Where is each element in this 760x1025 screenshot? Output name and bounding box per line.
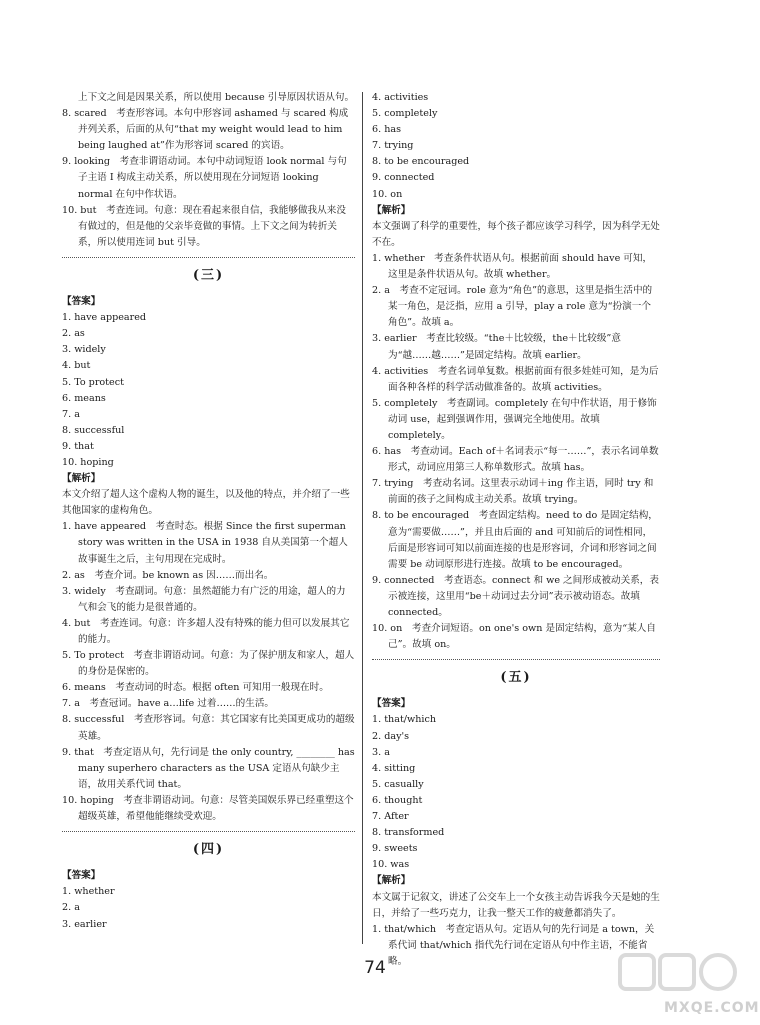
analysis-item xyxy=(62,519,355,567)
answer-list-section3 xyxy=(62,310,355,471)
analysis-continuation: 上下文之间是因果关系，所以使用 because 引导原因状语从句。 xyxy=(78,92,355,103)
answer-item: 7. trying xyxy=(372,140,414,152)
analysis-item-answer: 9. connected xyxy=(372,574,435,586)
section-divider xyxy=(62,257,355,258)
answer-item: 4. activities xyxy=(372,92,429,103)
analysis-item-text: 考查比较级。“the＋比较级，the＋比较级”意为“越……越……”是固定结构。故填 earlier。 xyxy=(388,333,621,361)
analysis-item-answer: 8. successful xyxy=(62,714,125,726)
analysis-item-text: 考查时态。根据 Since the first superman story was written in the USA in 1938 自从美国第一个超人故事诞生之后，主句用现在完成时。 xyxy=(78,521,348,565)
analysis-item xyxy=(372,251,660,283)
section-divider xyxy=(62,831,355,832)
answer-item: 7. After xyxy=(372,811,409,823)
analysis-intro: 本文强调了科学的重要性，每个孩子都应该学习科学，因为科学无处不在。 xyxy=(372,220,660,248)
analysis-item-answer: 8. scared xyxy=(62,108,107,120)
analysis-item-text: 考查条件状语从句。根据前面 should have 可知，这里是条件状语从句。故填 whether。 xyxy=(388,252,653,281)
analysis-item xyxy=(372,621,660,653)
analysis-item-answer: 6. means xyxy=(62,682,106,694)
answer-item: 6. thought xyxy=(372,794,423,806)
analysis-item-answer: 10. hoping xyxy=(62,794,114,806)
analysis-item-answer: 1. that/which xyxy=(372,923,437,935)
answer-item: 9. sweets xyxy=(372,843,418,855)
analysis-intro: 本文介绍了超人这个虚构人物的诞生，以及他的特点，并介绍了一些其他国家的虚构角色。 xyxy=(62,489,350,517)
analysis-item-answer: 1. whether xyxy=(372,252,425,264)
analysis-item-answer: 7. trying xyxy=(372,478,414,490)
analysis-item xyxy=(62,154,355,202)
analysis-item xyxy=(372,508,660,572)
analysis-item-text: 考查介词短语。on one's own 是固定结构，意为“某人自己”。故填 on。 xyxy=(388,623,656,651)
analysis-item xyxy=(62,584,355,616)
analysis-item-answer: 2. as xyxy=(62,569,85,581)
analysis-item xyxy=(62,616,355,648)
analysis-item-text: 考查动词的时态。根据 often 可知用一般现在时。 xyxy=(115,682,329,694)
answer-heading: 【答案】 xyxy=(62,870,101,882)
analysis-item xyxy=(62,568,355,584)
watermark-text: MXQE.COM xyxy=(664,1000,760,1016)
answer-list-section4 xyxy=(62,884,355,932)
answer-item: 4. sitting xyxy=(372,762,416,774)
analysis-item-text: 考查定语从句。定语从句的先行词是 a town，关系代词 that/which 指代先行词在定语从句中作主语，不能省略。 xyxy=(388,923,655,967)
analysis-item-answer: 9. that xyxy=(62,746,94,758)
analysis-item-answer: 10. but xyxy=(62,204,97,216)
answer-item: 9. connected xyxy=(372,172,435,184)
analysis-item xyxy=(62,745,355,793)
analysis-item-answer: 5. completely xyxy=(372,397,438,409)
analysis-item xyxy=(372,573,660,621)
analysis-item-answer: 6. has xyxy=(372,446,402,458)
answer-item: 7. a xyxy=(62,408,80,420)
answer-item: 6. has xyxy=(372,124,402,136)
analysis-item-text: 考查动词。Each of＋名词表示“每一……”，表示名词单数形式，动词应用第三人称单数形式。故填 has。 xyxy=(388,446,659,474)
page-number: 74 xyxy=(364,958,386,978)
answer-item: 4. but xyxy=(62,360,91,372)
analysis-list-section4 xyxy=(372,251,660,653)
analysis-item-answer: 2. a xyxy=(372,285,390,297)
answer-heading: 【答案】 xyxy=(62,296,101,308)
analysis-item-text: 考查副词。句意：虽然超能力有广泛的用途，超人的力气和会飞的能力是很普通的。 xyxy=(78,585,346,613)
analysis-item-answer: 3. earlier xyxy=(372,333,417,345)
answer-item: 10. on xyxy=(372,188,403,200)
analysis-item-answer: 10. on xyxy=(372,623,403,635)
analysis-item xyxy=(62,680,355,696)
analysis-item xyxy=(62,648,355,680)
analysis-item-text: 考查连词。句意：现在看起来很自信，我能够做我从来没有做过的，但是他的父亲毕竟做的事情。上下文之间为转折关系，所以使用连词 but 引导。 xyxy=(78,204,346,248)
answer-item: 6. means xyxy=(62,392,106,404)
analysis-item xyxy=(62,712,355,744)
answer-item: 3. a xyxy=(372,746,390,758)
analysis-item xyxy=(372,331,660,363)
analysis-item-text: 考查冠词。have a…life 过着……的生活。 xyxy=(89,698,275,710)
analysis-item-text: 考查形容词。本句中形容词 ashamed 与 scared 构成并列关系，后面的从句“that my weight would lead to him being laughed at”作为形容词 scared 的宾语。 xyxy=(78,108,349,152)
analysis-item-text: 考查固定结构。need to do 是固定结构，意为“需要做……”，并且由后面的 and 可知前后的词性相同，后面是形容词可知以前面连接的也是形容词，介词和形容词之间需要 be 动词原形进行连接。故填 to be encouraged。 xyxy=(388,510,658,570)
analysis-item-text: 考查形容词。句意：其它国家有比美国更成功的超级英雄。 xyxy=(78,714,355,742)
answer-item: 10. hoping xyxy=(62,456,114,468)
answer-item: 8. to be encouraged xyxy=(372,156,470,168)
section-title-3: (三) xyxy=(192,267,225,283)
answer-item: 5. casually xyxy=(372,778,424,790)
analysis-item-text: 考查定语从句，先行词是 the only country, ________ has many superhero characters as the USA 定语从句缺少主语，故用关系代词 that。 xyxy=(78,746,355,790)
analysis-item xyxy=(372,396,660,444)
analysis-item-text: 考查非谓语动词。句意：尽管美国娱乐界已经重塑这个超级英雄，希望他能继续受欢迎。 xyxy=(78,794,354,823)
answer-item: 8. transformed xyxy=(372,827,445,839)
analysis-item-answer: 7. a xyxy=(62,698,80,710)
analysis-item-answer: 4. but xyxy=(62,617,91,629)
analysis-item-answer: 1. have appeared xyxy=(62,521,147,533)
answer-item: 9. that xyxy=(62,440,94,452)
answer-item: 8. successful xyxy=(62,424,125,436)
analysis-item-text: 考查动名词。这里表示动词＋ing 作主语，同时 try 和前面的孩子之间构成主动关系。故填 trying。 xyxy=(388,478,654,506)
analysis-item xyxy=(62,203,355,251)
left-column xyxy=(62,90,355,933)
right-column xyxy=(372,90,660,970)
analysis-item-text: 考查名词单复数。根据前面有很多娃娃可知，是为后面各种各样的科学活动做准备的。故填 activities。 xyxy=(388,365,659,393)
analysis-item-answer: 8. to be encouraged xyxy=(372,510,470,522)
answer-item: 3. widely xyxy=(62,344,106,356)
analysis-heading: 【解析】 xyxy=(372,875,411,887)
answer-heading: 【答案】 xyxy=(372,698,411,710)
analysis-item xyxy=(372,364,660,396)
analysis-item-text: 考查副词。completely 在句中作状语，用于修饰动词 use，起到强调作用，强调完全地使用。故填 completely。 xyxy=(388,397,657,441)
section-title-5: (五) xyxy=(500,670,532,686)
analysis-item xyxy=(62,106,355,154)
answer-item: 10. was xyxy=(372,859,410,871)
analysis-item xyxy=(372,476,660,508)
column-divider xyxy=(362,92,363,944)
analysis-heading: 【解析】 xyxy=(62,473,101,485)
answer-item: 5. completely xyxy=(372,108,438,120)
analysis-item-text: 考查连词。句意：许多超人没有特殊的能力但可以发展其它的能力。 xyxy=(78,617,350,645)
analysis-item xyxy=(372,283,660,331)
answer-item: 2. as xyxy=(62,328,85,340)
answer-item: 1. have appeared xyxy=(62,312,147,324)
analysis-item-text: 考查不定冠词。role 意为“角色”的意思，这里是指生活中的某一角色，是泛指，应用 a 引导，play a role 意为“扮演一个角色”。故填 a。 xyxy=(388,285,653,329)
answer-list-section5 xyxy=(372,712,660,873)
answer-item: 3. earlier xyxy=(62,918,107,930)
analysis-item-answer: 4. activities xyxy=(372,365,429,377)
analysis-item-answer: 9. looking xyxy=(62,156,111,168)
section-title-4: (四) xyxy=(192,842,225,858)
answer-item: 5. To protect xyxy=(62,376,124,388)
section-divider xyxy=(372,659,660,660)
analysis-item xyxy=(62,793,355,825)
analysis-intro: 本文属于记叙文，讲述了公交车上一个女孩主动告诉我今天是她的生日，并给了一些巧克力，让我一整天工作的疲惫都消失了。 xyxy=(372,891,660,919)
answer-list-section4-cont xyxy=(372,90,660,203)
analysis-item-answer: 3. widely xyxy=(62,585,106,597)
answer-item: 1. that/which xyxy=(372,714,437,726)
analysis-item-text: 考查非谓语动词。句意：为了保护朋友和家人，超人的身份是保密的。 xyxy=(78,650,355,678)
analysis-heading: 【解析】 xyxy=(372,204,411,216)
analysis-list-section2 xyxy=(62,106,355,251)
analysis-list-section3 xyxy=(62,519,355,825)
analysis-item-text: 考查介词。be known as 因……而出名。 xyxy=(94,569,274,581)
analysis-item xyxy=(372,444,660,476)
analysis-item-text: 考查非谓语动词。本句中动词短语 look normal 与句子主语 I 构成主动关系，所以使用现在分词短语 looking normal 在句中作状语。 xyxy=(78,156,347,200)
analysis-item-text: 考查语态。connect 和 we 之间形成被动关系，表示被连接，这里用“be＋动词过去分词”表示被动语态。故填 connected。 xyxy=(388,574,659,618)
answer-item: 2. day's xyxy=(372,730,410,742)
analysis-item xyxy=(62,696,355,712)
analysis-item-answer: 5. To protect xyxy=(62,650,124,662)
answer-item: 2. a xyxy=(62,902,80,914)
answer-item: 1. whether xyxy=(62,886,115,898)
